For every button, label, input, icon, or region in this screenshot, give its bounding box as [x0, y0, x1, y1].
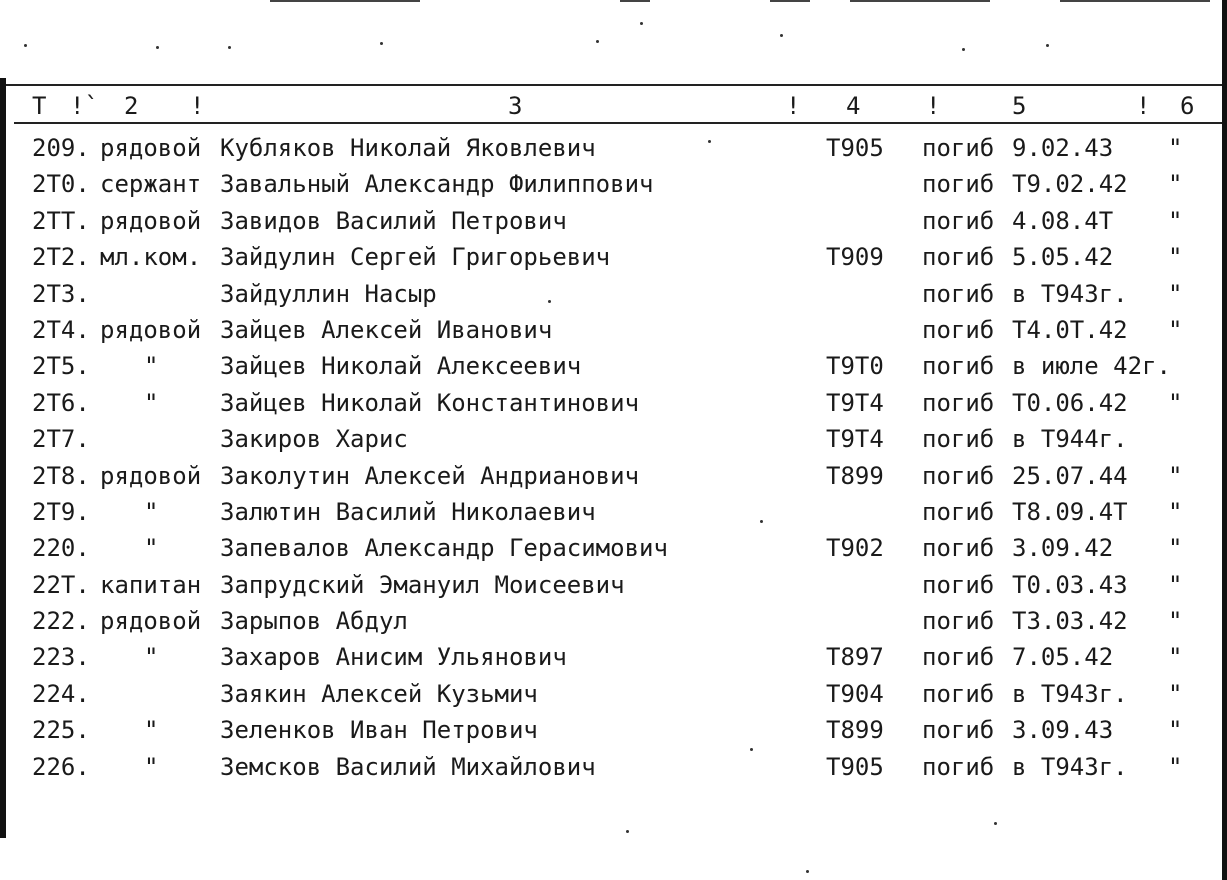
- row-date: Т8.09.4Т: [1012, 497, 1128, 526]
- table-row: [0, 239, 1227, 275]
- table-row: [0, 749, 1227, 785]
- row-name: Залютин Василий Николаевич: [220, 497, 596, 526]
- row-rank: ": [144, 352, 159, 381]
- table-row: [0, 530, 1227, 566]
- row-number: 2Т6.: [32, 388, 90, 417]
- row-date: 4.08.4Т: [1012, 206, 1114, 235]
- table-row: [0, 639, 1227, 675]
- row-date: в Т943г.: [1012, 279, 1128, 308]
- row-rank: ": [144, 643, 159, 672]
- header-separator: !: [1136, 92, 1151, 120]
- row-fate: погиб: [922, 388, 995, 417]
- row-fate: погиб: [922, 279, 995, 308]
- row-number: 2Т5.: [32, 352, 90, 381]
- table-row: [0, 676, 1227, 712]
- header-col1: Т: [32, 92, 47, 120]
- row-name: Зайцев Николай Константинович: [220, 388, 640, 417]
- table-row: [0, 712, 1227, 748]
- row-name: Заякин Алексей Кузьмич: [220, 679, 538, 708]
- row-rank: рядовой: [100, 206, 202, 235]
- row-fate: погиб: [922, 206, 995, 235]
- paper-speck: [806, 870, 809, 873]
- row-fate: погиб: [922, 425, 995, 454]
- row-number: 22Т.: [32, 570, 90, 599]
- paper-speck: [228, 46, 231, 49]
- top-mark: [620, 0, 650, 2]
- row-date: 3.09.42: [1012, 534, 1114, 563]
- row-date: 3.09.43: [1012, 716, 1114, 745]
- row-ditto-mark: ": [1168, 570, 1183, 599]
- paper-speck: [708, 140, 711, 143]
- paper-speck: [760, 520, 763, 523]
- paper-speck: [1046, 44, 1049, 47]
- row-ditto-mark: ": [1168, 607, 1183, 636]
- row-birth-year: Т904: [826, 679, 884, 708]
- row-number: 223.: [32, 643, 90, 672]
- row-ditto-mark: ": [1168, 497, 1183, 526]
- row-date: в Т944г.: [1012, 425, 1128, 454]
- row-fate: погиб: [922, 461, 995, 490]
- header-col6: 6: [1180, 92, 1195, 120]
- paper-speck: [750, 748, 753, 751]
- row-number: 2Т0.: [32, 170, 90, 199]
- paper-speck: [640, 22, 643, 25]
- row-birth-year: Т905: [826, 134, 884, 162]
- row-number: 225.: [32, 716, 90, 745]
- row-fate: погиб: [922, 752, 995, 781]
- row-number: 2Т3.: [32, 279, 90, 308]
- paper-speck: [24, 44, 27, 47]
- header-separator: !: [190, 92, 205, 120]
- header-col5: 5: [1012, 92, 1027, 120]
- row-date: Т4.0Т.42: [1012, 315, 1128, 344]
- row-ditto-mark: ": [1168, 643, 1183, 672]
- row-name: Закиров Харис: [220, 425, 408, 454]
- row-name: Зайцев Алексей Иванович: [220, 315, 553, 344]
- row-number: 2Т8.: [32, 461, 90, 490]
- table-row: [0, 421, 1227, 457]
- row-name: Зайдулин Сергей Григорьевич: [220, 243, 611, 272]
- row-date: Т3.03.42: [1012, 607, 1128, 636]
- table-row: [0, 567, 1227, 603]
- row-name: Завальный Александр Филиппович: [220, 170, 654, 199]
- row-rank: сержант: [100, 170, 202, 199]
- row-ditto-mark: ": [1168, 461, 1183, 490]
- table-row: [0, 276, 1227, 312]
- row-ditto-mark: ": [1168, 206, 1183, 235]
- row-ditto-mark: ": [1168, 279, 1183, 308]
- row-date: Т0.03.43: [1012, 570, 1128, 599]
- row-fate: погиб: [922, 243, 995, 272]
- row-number: 226.: [32, 752, 90, 781]
- row-date: в Т943г.: [1012, 752, 1128, 781]
- row-fate: погиб: [922, 570, 995, 599]
- row-number: 2Т9.: [32, 497, 90, 526]
- table-row: [0, 494, 1227, 530]
- table-row: [0, 130, 1227, 166]
- row-birth-year: Т899: [826, 461, 884, 490]
- table-top-rule: [6, 84, 1222, 86]
- row-number: 220.: [32, 534, 90, 563]
- table-header: [0, 90, 1227, 120]
- header-col3: 3: [508, 92, 523, 120]
- row-name: Зеленков Иван Петрович: [220, 716, 538, 745]
- row-name: Захаров Анисим Ульянович: [220, 643, 567, 672]
- paper-speck: [994, 822, 997, 825]
- table-row: [0, 348, 1227, 384]
- header-col4: 4: [846, 92, 861, 120]
- row-ditto-mark: ": [1168, 315, 1183, 344]
- row-rank: ": [144, 752, 159, 781]
- row-ditto-mark: ": [1168, 170, 1183, 199]
- paper-speck: [156, 46, 159, 49]
- row-ditto-mark: ": [1168, 243, 1183, 272]
- table-row: [0, 312, 1227, 348]
- row-date: 9.02.43: [1012, 134, 1114, 162]
- row-number: 2Т7.: [32, 425, 90, 454]
- paper-speck: [626, 830, 629, 833]
- row-name: Зарыпов Абдул: [220, 607, 408, 636]
- row-date: 25.07.44: [1012, 461, 1128, 490]
- row-birth-year: Т9Т0: [826, 352, 884, 381]
- row-name: Зайдуллин Насыр: [220, 279, 437, 308]
- header-separator: !`: [70, 92, 99, 120]
- row-birth-year: Т897: [826, 643, 884, 672]
- row-rank: ": [144, 388, 159, 417]
- row-rank: мл.ком.: [100, 243, 202, 272]
- top-mark: [270, 0, 420, 2]
- top-mark: [1060, 0, 1210, 2]
- row-date: Т9.02.42: [1012, 170, 1128, 199]
- row-birth-year: Т9Т4: [826, 388, 884, 417]
- row-ditto-mark: ": [1168, 134, 1183, 162]
- header-col2: 2: [124, 92, 139, 120]
- table-row: [0, 603, 1227, 639]
- table-row: [0, 385, 1227, 421]
- row-name: Запевалов Александр Герасимович: [220, 534, 668, 563]
- casualty-list: [0, 130, 1227, 785]
- row-date: Т0.06.42: [1012, 388, 1128, 417]
- row-name: Заколутин Алексей Андрианович: [220, 461, 640, 490]
- row-name: Зайцев Николай Алексеевич: [220, 352, 582, 381]
- row-rank: ": [144, 716, 159, 745]
- row-number: 2ТТ.: [32, 206, 90, 235]
- header-separator: !: [926, 92, 941, 120]
- row-number: 224.: [32, 679, 90, 708]
- table-row: [0, 166, 1227, 202]
- table-row: [0, 458, 1227, 494]
- row-fate: погиб: [922, 497, 995, 526]
- row-fate: погиб: [922, 534, 995, 563]
- row-date: 7.05.42: [1012, 643, 1114, 672]
- row-ditto-mark: ": [1168, 534, 1183, 563]
- row-fate: погиб: [922, 607, 995, 636]
- row-birth-year: Т9Т4: [826, 425, 884, 454]
- row-birth-year: Т902: [826, 534, 884, 563]
- row-rank: рядовой: [100, 461, 202, 490]
- row-rank: ": [144, 534, 159, 563]
- row-ditto-mark: ": [1168, 679, 1183, 708]
- paper-speck: [380, 42, 383, 45]
- row-ditto-mark: ": [1168, 716, 1183, 745]
- row-fate: погиб: [922, 679, 995, 708]
- row-fate: погиб: [922, 716, 995, 745]
- row-fate: погиб: [922, 352, 995, 381]
- header-separator: !: [786, 92, 801, 120]
- row-fate: погиб: [922, 134, 995, 162]
- row-name: Земсков Василий Михайлович: [220, 752, 596, 781]
- row-number: 222.: [32, 607, 90, 636]
- paper-speck: [780, 34, 783, 37]
- top-mark: [850, 0, 990, 2]
- row-rank: рядовой: [100, 315, 202, 344]
- row-number: 209.: [32, 134, 90, 162]
- row-fate: погиб: [922, 315, 995, 344]
- row-name: Запрудский Эмануил Моисеевич: [220, 570, 625, 599]
- table-row: [0, 203, 1227, 239]
- row-rank: капитан: [100, 570, 202, 599]
- paper-speck: [596, 40, 599, 43]
- row-date: 5.05.42: [1012, 243, 1114, 272]
- row-ditto-mark: ": [1168, 752, 1183, 781]
- row-birth-year: Т905: [826, 752, 884, 781]
- paper-speck: [962, 48, 965, 51]
- table-header-rule: [14, 122, 1222, 124]
- row-fate: погиб: [922, 643, 995, 672]
- row-rank: рядовой: [100, 607, 202, 636]
- paper-speck: [548, 300, 551, 303]
- row-name: Кубляков Николай Яковлевич: [220, 134, 596, 162]
- row-date: в июле 42г.: [1012, 352, 1171, 381]
- row-number: 2Т4.: [32, 315, 90, 344]
- row-birth-year: Т899: [826, 716, 884, 745]
- row-fate: погиб: [922, 170, 995, 199]
- row-rank: ": [144, 497, 159, 526]
- row-name: Завидов Василий Петрович: [220, 206, 567, 235]
- row-ditto-mark: ": [1168, 388, 1183, 417]
- row-birth-year: Т909: [826, 243, 884, 272]
- top-mark: [770, 0, 810, 2]
- row-rank: рядовой: [100, 134, 202, 162]
- row-date: в Т943г.: [1012, 679, 1128, 708]
- row-number: 2Т2.: [32, 243, 90, 272]
